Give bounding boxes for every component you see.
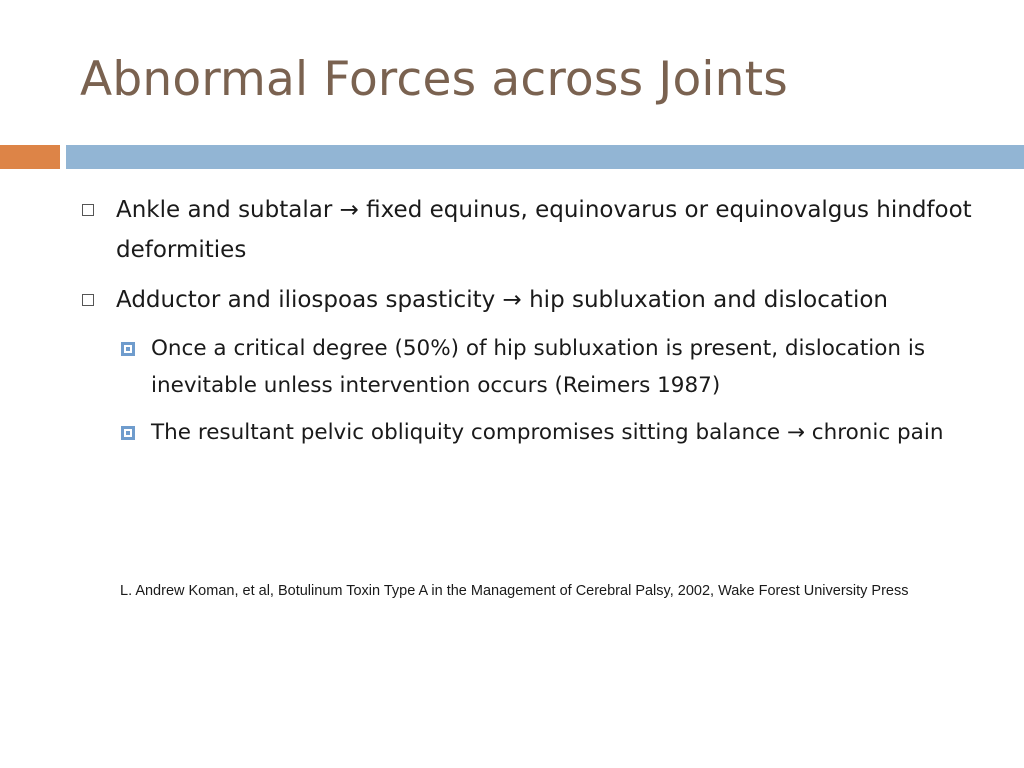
sub-bullet-item <box>80 414 980 451</box>
bullet-item <box>80 280 980 320</box>
slide-title: Abnormal Forces across Joints <box>80 52 788 107</box>
accent-bar-blue <box>66 145 1024 169</box>
sub-bullet-text: The resultant pelvic obliquity compromises sitting balance → chronic pain <box>151 420 944 445</box>
hollow-square-bullet-icon <box>82 204 94 216</box>
bullet-item <box>80 190 980 270</box>
hollow-square-bullet-icon <box>82 294 94 306</box>
slide-content <box>80 190 980 461</box>
square-bullet-icon <box>121 342 135 356</box>
sub-bullet-text: Once a critical degree (50%) of hip subluxation is present, dislocation is inevitable unless intervention occurs (Reimers 1987) <box>151 336 926 398</box>
reference-citation: L. Andrew Koman, et al, Botulinum Toxin Type A in the Management of Cerebral Palsy, 2002, Wake Forest University Press <box>120 583 909 599</box>
sub-bullet-item <box>80 330 980 404</box>
bullet-text: Adductor and iliospoas spasticity → hip subluxation and dislocation <box>116 287 888 313</box>
bullet-text: Ankle and subtalar → fixed equinus, equinovarus or equinovalgus hindfoot deformities <box>116 197 972 263</box>
square-bullet-icon <box>121 426 135 440</box>
accent-bar-orange <box>0 145 60 169</box>
